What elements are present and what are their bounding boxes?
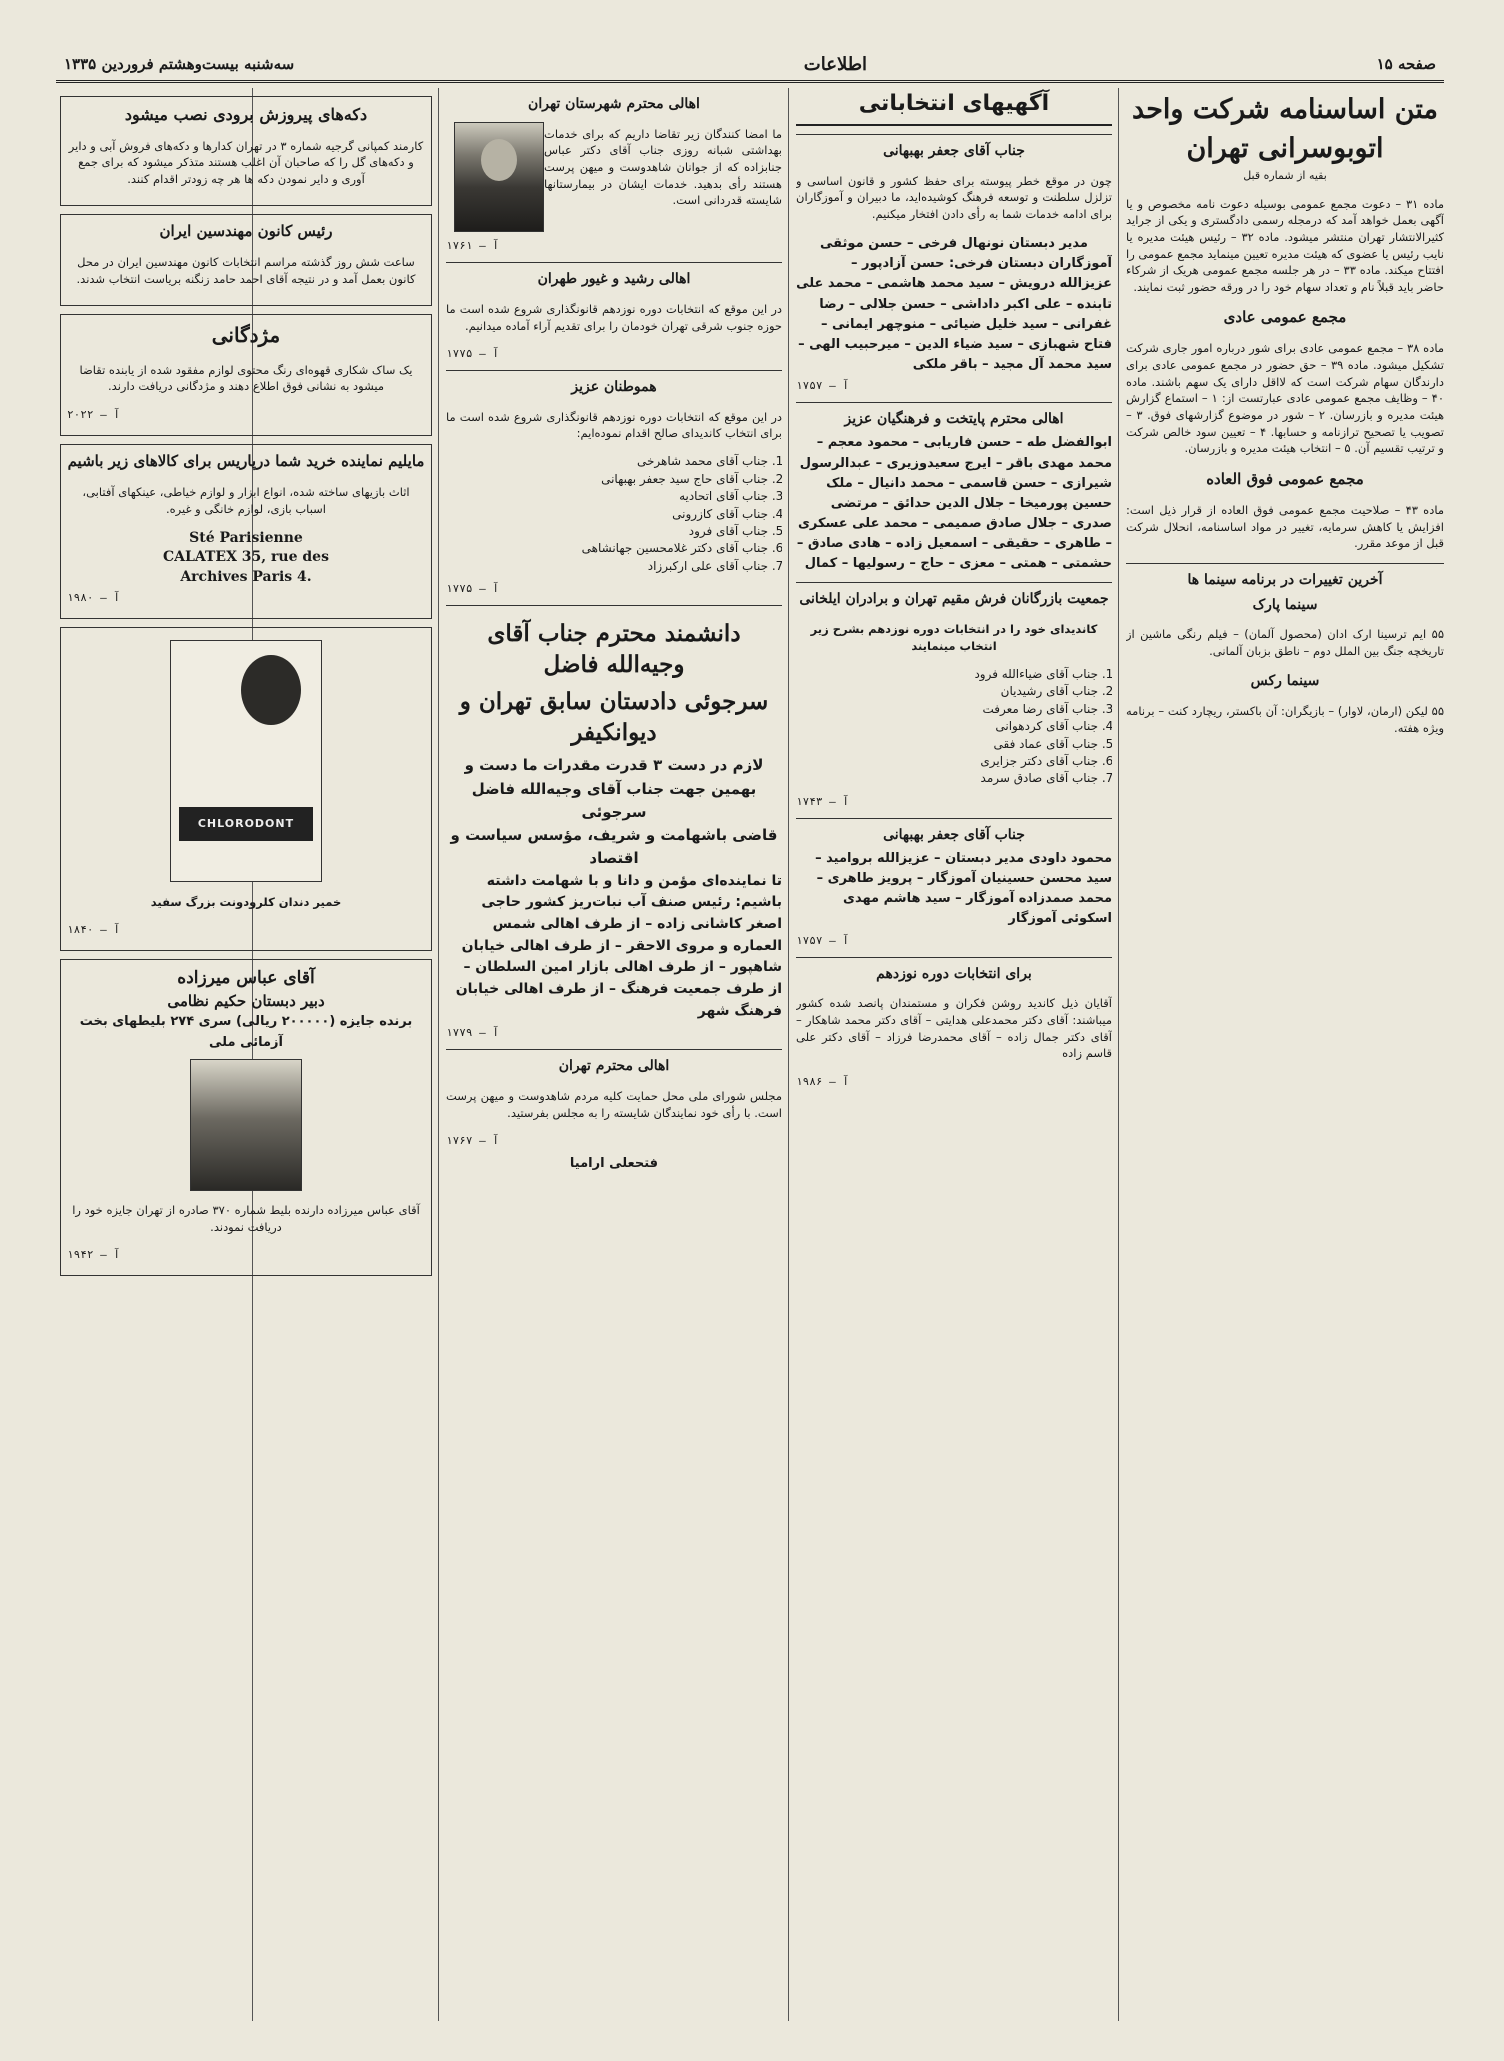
list-item: 5. جناب آقای عماد فقی	[796, 736, 1098, 753]
toothpaste-ad	[60, 627, 432, 951]
notice-ad	[60, 314, 432, 435]
banner-signers: تا نماینده‌ای مؤمن و دانا و با شهامت داشته باشیم: رئیس صنف آب نبات‌ریز کشور حاجی اصغر کاشانی زاده – از طرف اهالی شمس العماره و مروی الاحقر – از طرف اهالی خیابان شاهپور – از طرف اهالی بازار امین السلطان – از طرف جمعیت فرهنگ – از طرف اهالی خیابان فرهنگ شهر	[455, 872, 782, 1019]
election-ad	[796, 402, 1112, 574]
notice-text: یک ساک شکاری قهوه‌ای رنگ محتوی لوازم مفقود شده از یابنده تقاضا میشود به نشانی فوق اطلاع دهند و مژدگانی دریافت دارند.	[79, 362, 413, 394]
column-rule	[788, 88, 789, 2021]
cinema-changes	[1126, 563, 1444, 736]
election-ad-title: اهالی محترم پایتخت و فرهنگیان عزیز	[844, 411, 1064, 428]
list-item: 7. جناب آقای علی ارکبرزاد	[446, 558, 768, 575]
signature-name: فتحعلی ارامیا	[569, 1155, 659, 1171]
ad-code: آ – ۱۷۵۷	[796, 379, 849, 393]
notice-latin-line: Sté Parisienne	[189, 529, 303, 546]
banner-ad	[446, 605, 782, 1041]
ad-code: آ – ۱۹۴۲	[67, 1248, 120, 1262]
notice-text: ساعت شش روز گذشته مراسم انتخابات کانون مهندسین ایران در محل کانون بعمل آمد و در نتیجه آقای احمد حامد زنگنه بریاست انتخاب شدند.	[76, 255, 416, 287]
ad-code: آ – ۲۰۲۲	[67, 407, 120, 421]
toothpaste-illustration	[170, 640, 322, 882]
notice-text: آقای عباس میرزاده دارنده بلیط شماره ۳۷۰ صادره از تهران جایزه خود را دریافت نمودند.	[72, 1203, 420, 1234]
election-ad-title: جناب آقای جعفر بهبهانی	[883, 826, 1025, 843]
election-ad-text: در این موقع که انتخابات دوره نوزدهم قانونگذاری شروع شده است ما حوزه جنوب شرقی تهران خودمان را برای تقدیم آراء آماده میدانیم.	[446, 302, 782, 333]
cinema-rex-text: ۵۵ لیکن (ارمان، لاوار) – بازیگران: آن باکستر، ریچارد کنت – برنامه ویژه هفته.	[1126, 704, 1444, 735]
election-ad-title: اهالی محترم شهرستان تهران	[528, 96, 700, 112]
newspaper-brand: اطلاعات	[803, 53, 868, 75]
candidate-list	[796, 666, 1098, 788]
election-ad	[796, 134, 1112, 394]
lottery-title: آقای عباس میرزاده	[177, 968, 315, 988]
column-small-ads	[60, 88, 432, 2021]
notice-latin-line: CALATEX 35, rue des	[163, 549, 329, 566]
column-rule	[438, 88, 439, 2021]
ad-code: آ – ۱۷۶۱	[446, 239, 499, 253]
list-item: 5. جناب آقای فرود	[446, 523, 768, 540]
statute-subnote: بقیه از شماره قبل	[1243, 169, 1327, 183]
list-item: 6. جناب آقای دکتر غلامحسین جهانشاهی	[446, 540, 768, 557]
cinema-park-text: ۵۵ ایم ترسینا ارک ادان (محصول آلمان) – فیلم رنگی ماشین از تاریخچه جنگ بین الملل دوم – ناطق بزبان آلمانی.	[1126, 627, 1444, 659]
statute-section-ordinary: مجمع عمومی عادی	[1223, 308, 1347, 327]
election-ad	[796, 818, 1112, 949]
cinema-park-title: سینما پارک	[1252, 596, 1318, 613]
column-rule	[1118, 88, 1119, 2021]
election-ad-text: کاندیدای خود را در انتخابات دوره نوزدهم بشرح زیر انتخاب مینمایند	[810, 622, 1098, 653]
candidate-list	[446, 453, 768, 575]
portrait-photo	[454, 122, 544, 232]
notice-ad	[60, 96, 432, 206]
statute-body-a: ماده ۳۱ – دعوت مجمع عمومی بوسیله دعوت نامه مخصوص و یا آگهی بعمل خواهد آمد که درمجله رسمی دادگستری و یکی از جراید کثیرالانتشار تهران منتشر میشود. ماده ۳۲ – رئیس هیئت مدیره یا نایب رئیس یا عضوی که هیئت مدیره تعیین مینماید مجمع عمومی را افتتاح میکند. ماده ۳۳ – در هر جلسه مجمع عمومی هریک از شرکاء حاضر باید قبلاً نام و تعداد سهام خود را در ورقه حضور ثبت نمایند.	[1126, 196, 1444, 294]
banner-line4: قاضی باشهامت و شریف، مؤسس سیاست و اقتصاد	[450, 826, 778, 868]
election-ad-title: اهالی محترم تهران	[558, 1058, 670, 1075]
banner-line1: دانشمند محترم جناب آقای وجیه‌الله فاضل	[487, 620, 741, 679]
election-ad-title: جمعیت بازرگانان فرش مقیم تهران و برادران ایلخانی	[799, 591, 1109, 608]
ad-code: آ – ۱۷۷۵	[446, 346, 499, 360]
toothpaste-brand: CHLORODONT	[179, 807, 313, 841]
notice-text: اثاث بازیهای ساخته شده، انواع ابزار و لوازم خیاطی، عینکهای آفتابی، اسباب بازی، لوازم خانگی و غیره.	[82, 484, 410, 516]
cinema-changes-title: آخرین تغییرات در برنامه سینما ها	[1187, 572, 1383, 589]
election-ad-signers: ابوالفضل طه – حسن فاریابی – محمود معجم – محمد مهدی باقر – ایرج سعیدوزیری – عبدالرسول شیرازی – حسن قاسمی – محمد دانیال – ملک حسین پورمیخا – جلال الدین حدائق – مرتضی صدری – جلال صادق صمیمی – محمد علی عسکری – طاهری – حقیقی – اسمعیل زاده – هادی صادق – حشمتی – همتی – معزی – حاج – رسولیها – کمال	[796, 435, 1112, 572]
list-item: 2. جناب آقای رشیدیان	[796, 683, 1098, 700]
election-ad	[446, 262, 782, 362]
election-ad-text: آقایان ذیل کاندید روشن فکران و مستمندان پانصد شده کشور میباشند: آقای دکتر محمدعلی هدایتی – آقای دکتر محمد شاهکار – آقای دکتر جمال زاده – آقای محمدرضا فرزاد – آقای دکتر علی قاسم زاده	[796, 996, 1112, 1061]
election-ads-title: آگهیهای انتخاباتی	[796, 88, 1112, 126]
notice-title: رئیس کانون مهندسین ایران	[159, 222, 333, 241]
notice-text: کارمند کمپانی گرجیه شماره ۳ در تهران کدارها و دکه‌های فروش آبی و دایر و دکه‌های گل را که صاحبان آن اغلب هستند متذکر میشود که برای جمع آوری و دایر نمودن دکه ها هر چه زودتر اقدام کنند.	[68, 138, 424, 187]
election-ad-text: چون در موقع خطر پیوسته برای حفظ کشور و قانون اساسی و تزلزل سلطنت و توسعه فرهنگ کوشیده‌اید، ما دبیران و آموزگاران برای ادامه خدمات شما به رأی دادن افتخار میکنیم.	[796, 173, 1112, 222]
statute-body-b: ماده ۳۸ – مجمع عمومی عادی برای شور درباره امور جاری شرکت تشکیل میشود. ماده ۳۹ – حق حضور در مجمع عمومی عادی برای دارندگان سهام شرکت است که لااقل دارای یک سهم باشند. ماده ۴۰ – وظایف مجمع عمومی عادی عبارتست از: ۱ – استماع گزارش هیئت مدیره و بازرسان. ۲ – شور در موضوع گزارشهای فوق. ۳ – تصویب یا تصحیح ترازنامه و حسابها. ۴ – تعیین سود خالص شرکت و ترتیب تقسیم آن. ۵ – انتخاب هیئت مدیره و بازرسان.	[1126, 341, 1444, 456]
statute-body-c: ماده ۴۳ – صلاحیت مجمع عمومی فوق العاده از قرار ذیل است: افزایش یا کاهش سرمایه، تغییر در مواد اساسنامه، انحلال شرکت قبل از موعد مقرر.	[1126, 502, 1444, 551]
notice-text: خمیر دندان کلرودونت بزرگ سفید	[150, 894, 342, 909]
cinema-rex-title: سینما رکس	[1250, 673, 1320, 690]
banner-line2: سرجوئی دادستان سابق تهران و دیوانکیفر	[459, 688, 769, 747]
ad-code: آ – ۱۹۸۰	[67, 591, 120, 605]
issue-date: سه‌شنبه بیست‌وهشتم فروردین ۱۳۳۵	[64, 55, 295, 73]
list-item: 1. جناب آقای محمد شاهرخی	[446, 453, 768, 470]
election-ad-signers: محمود داودی مدیر دبستان – عزیزالله بروامید – سید محسن حسینیان آموزگار – پرویز طاهری – محمد صمدزاده آموزگار – سید هاشم مهدی اسکوئی آموزگار	[815, 851, 1112, 927]
election-ad-title: برای انتخابات دوره نوزدهم	[876, 965, 1032, 982]
list-item: 7. جناب آقای صادق سرمد	[796, 770, 1098, 787]
election-ad	[446, 88, 782, 254]
election-ad-text: مجلس شورای ملی محل حمایت کلیه مردم شاهدوست و میهن پرست است. با رأی خود نمایندگان شایسته را به مجلس بفرستید.	[446, 1089, 782, 1120]
election-ad-title: هموطنان عزیز	[571, 378, 657, 395]
column-election-ads	[796, 88, 1112, 2021]
woman-face-illustration	[241, 655, 301, 725]
notice-title: مایلیم نماینده خرید شما درپاریس برای کالاهای زیر باشیم	[67, 451, 425, 470]
election-ad	[796, 957, 1112, 1090]
ad-code: آ – ۱۸۴۰	[67, 923, 120, 937]
winner-photo	[190, 1059, 302, 1191]
notice-title: مژدگانی	[211, 323, 281, 348]
election-ad-text: ما امضا کنندگان زیر تقاضا داریم که برای خدمات بهداشتی شبانه روزی جناب آقای دکتر عباس جنابزاده که از جوانان شاهدوست و میهن پرست هستند رأی بدهید. خدمات ایشان در بیمارستانها شایسته قدردانی است.	[544, 126, 782, 208]
notice-ad	[60, 214, 432, 306]
ad-code: آ – ۱۷۵۷	[796, 933, 849, 947]
election-ad-title: اهالی رشید و غیور طهران	[537, 271, 691, 288]
banner-line3: لازم در دست ۳ قدرت مقدرات ما دست و بهمین جهت جناب آقای وجیه‌الله فاضل سرجوئی	[464, 756, 764, 821]
list-item: 3. جناب آقای رضا معرفت	[796, 701, 1098, 718]
lottery-subtitle: دبیر دبستان حکیم نظامی	[167, 991, 325, 1010]
statute-section-extraordinary: مجمع عمومی فوق العاده	[1206, 469, 1364, 488]
ad-code: آ – ۱۹۸۶	[796, 1074, 849, 1088]
ad-code: آ – ۱۷۷۹	[446, 1026, 499, 1040]
statute-title-line2: اتوبوسرانی تهران	[1186, 133, 1384, 165]
notice-latin-line: Archives Paris 4.	[180, 568, 312, 585]
notice-ad	[60, 444, 432, 620]
list-item: 4. جناب آقای کردهوانی	[796, 718, 1098, 735]
list-item: 2. جناب آقای حاج سید جعفر بهبهانی	[446, 471, 768, 488]
notice-title: دکه‌های پیروزش برودی نصب میشود	[124, 105, 368, 124]
ad-code: آ – ۱۷۶۷	[446, 1133, 499, 1147]
election-ad-subtitle: مدیر دبستان نونهال فرخی – حسن موثقی	[820, 236, 1088, 252]
election-ad	[446, 1049, 782, 1173]
election-ad	[446, 370, 782, 597]
list-item: 4. جناب آقای کازرونی	[446, 506, 768, 523]
list-item: 3. جناب آقای اتحادیه	[446, 488, 768, 505]
list-item: 1. جناب آقای ضیاءالله فرود	[796, 666, 1098, 683]
ad-code: آ – ۱۷۷۵	[446, 582, 499, 596]
list-item: 6. جناب آقای دکتر جزایری	[796, 753, 1098, 770]
column-statute	[1126, 88, 1444, 2021]
lottery-ad	[60, 959, 432, 1276]
lottery-prize: برنده جایزه (۲۰۰۰۰۰ ریالی) سری ۲۷۴ بلیطهای بخت آزمائی ملی	[79, 1014, 413, 1050]
election-ad-signers: آموزگاران دبستان فرخی: حسن آزادپور – عزیزالله درویش – سید محمد هاشمی – محمد علی تابنده – علی اکبر داداشی – حسن جلالی – رضا غفرانی – سید خلیل ضیائی – منوچهر ایمانی – فتاح شهبازی – سید ضیاء الدین – میرحبیب الهی – سید محمد آل مجید – باقر ملکی	[796, 256, 1112, 373]
election-ad-title: جناب آقای جعفر بهبهانی	[883, 142, 1025, 159]
election-ad-text: در این موقع که انتخابات دوره نوزدهم قانونگذاری شروع شده است ما برای انتخاب کاندیدای صالح اقدام نموده‌ایم:	[446, 409, 782, 441]
masthead	[56, 48, 1444, 83]
page-label: صفحه ۱۵	[1376, 55, 1436, 73]
election-ad	[796, 582, 1112, 809]
ad-code: آ – ۱۷۴۳	[796, 794, 849, 808]
statute-title-line1: متن اساسنامه شرکت واحد	[1132, 94, 1438, 125]
column-appeals	[446, 88, 782, 2021]
